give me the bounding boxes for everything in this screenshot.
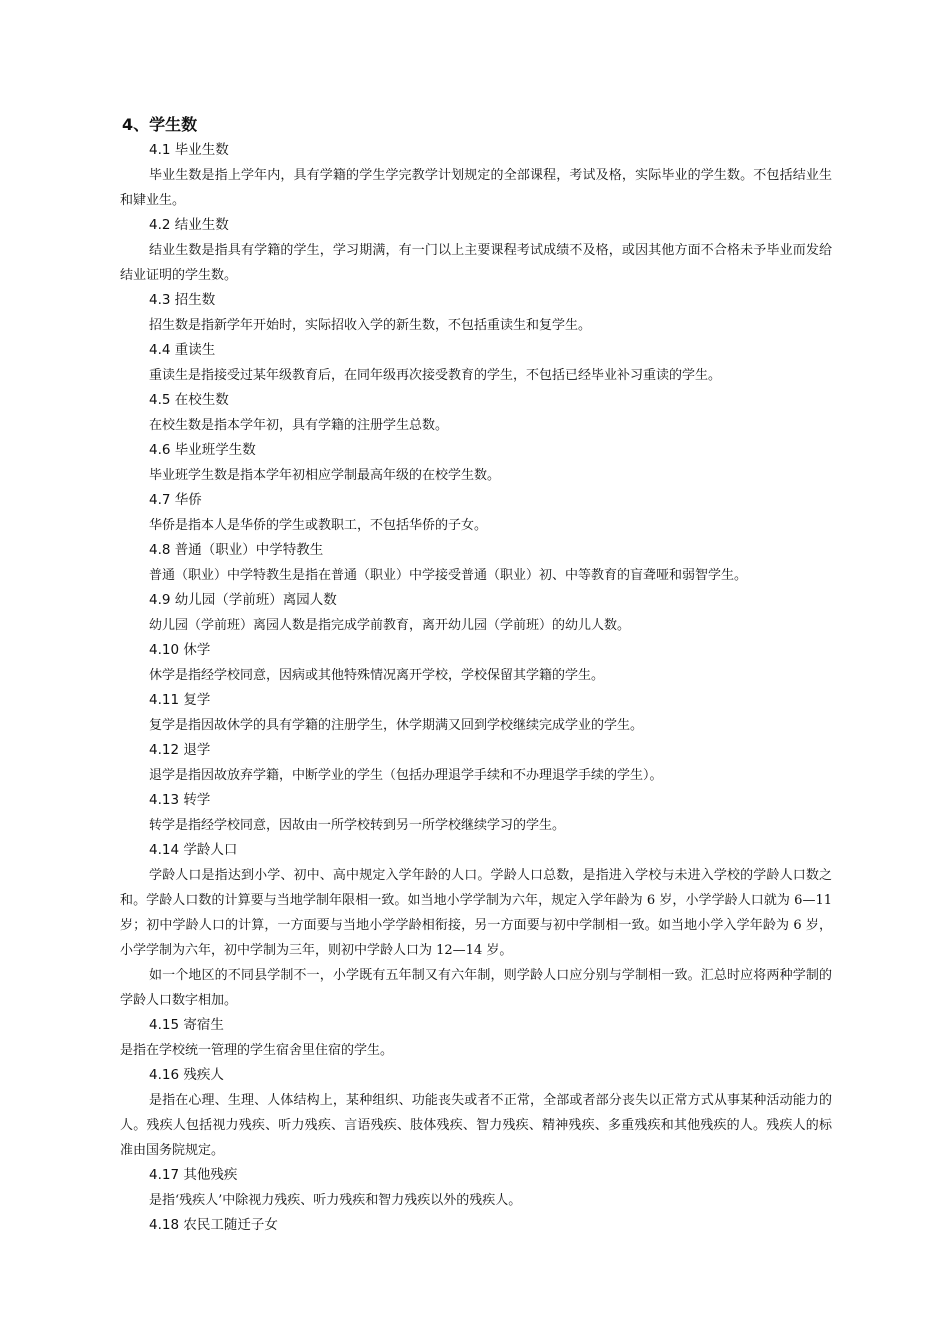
item-heading: 4.1 毕业生数 xyxy=(149,142,229,158)
item-heading: 4.18 农民工随迁子女 xyxy=(149,1217,278,1233)
item-definition: 复学是指因故休学的具有学籍的注册学生，休学期满又回到学校继续完成学业的学生。 xyxy=(149,718,644,733)
item-definition: 在校生数是指本学年初，具有学籍的注册学生总数。 xyxy=(149,418,449,433)
item-definition: 毕业班学生数是指本学年初相应学制最高年级的在校学生数。 xyxy=(149,468,501,483)
item-heading: 4.17 其他残疾 xyxy=(149,1167,238,1183)
item-heading: 4.7 华侨 xyxy=(149,492,202,508)
item-definition: 重读生是指接受过某年级教育后，在同年级再次接受教育的学生，不包括已经毕业补习重读的学生。 xyxy=(149,368,722,383)
item-heading: 4.4 重读生 xyxy=(149,342,216,358)
item-definition: 结业生数是指具有学籍的学生，学习期满，有一门以上主要课程考试成绩不及格，或因其他方面不合格未予毕业而发给结业证明的学生数。 xyxy=(120,243,832,283)
item-definition: 转学是指经学校同意，因故由一所学校转到另一所学校继续学习的学生。 xyxy=(149,818,566,833)
item-definition: 是指‘残疾人’中除视力残疾、听力残疾和智力残疾以外的残疾人。 xyxy=(149,1193,522,1208)
item-heading: 4.10 休学 xyxy=(149,642,211,658)
item-heading: 4.12 退学 xyxy=(149,742,211,758)
item-heading: 4.11 复学 xyxy=(149,692,211,708)
item-definition: 是指在学校统一管理的学生宿舍里住宿的学生。 xyxy=(120,1043,394,1058)
item-definition: 退学是指因故放弃学籍，中断学业的学生（包括办理退学手续和不办理退学手续的学生）。 xyxy=(149,768,663,783)
item-heading: 4.6 毕业班学生数 xyxy=(149,442,256,458)
definition-list xyxy=(0,138,950,1238)
item-definition: 华侨是指本人是华侨的学生或教职工，不包括华侨的子女。 xyxy=(149,518,488,533)
item-definition: 幼儿园（学前班）离园人数是指完成学前教育，离开幼儿园（学前班）的幼儿人数。 xyxy=(149,618,631,633)
item-definition: 如一个地区的不同县学制不一，小学既有五年制又有六年制，则学龄人口应分别与学制相一致。汇总时应将两种学制的学龄人口数字相加。 xyxy=(120,968,832,1008)
item-definition: 毕业生数是指上学年内，具有学籍的学生学完教学计划规定的全部课程，考试及格，实际毕业的学生数。不包括结业生和肄业生。 xyxy=(120,168,832,208)
item-definition: 是指在心理、生理、人体结构上，某种组织、功能丧失或者不正常，全部或者部分丧失以正常方式从事某种活动能力的人。残疾人包括视力残疾、听力残疾、言语残疾、肢体残疾、智力残疾、精神残疾、多重残疾和其他残疾的人。残疾人的标准由国务院规定。 xyxy=(120,1093,832,1158)
item-heading: 4.9 幼儿园（学前班）离园人数 xyxy=(149,592,337,608)
item-heading: 4.2 结业生数 xyxy=(149,217,229,233)
item-definition: 休学是指经学校同意，因病或其他特殊情况离开学校，学校保留其学籍的学生。 xyxy=(149,668,605,683)
item-heading: 4.8 普通（职业）中学特教生 xyxy=(149,542,324,558)
item-heading: 4.3 招生数 xyxy=(149,292,216,308)
item-definition: 普通（职业）中学特教生是指在普通（职业）中学接受普通（职业）初、中等教育的盲聋哑和弱智学生。 xyxy=(149,568,748,583)
item-heading: 4.16 残疾人 xyxy=(149,1067,224,1083)
item-heading: 4.14 学龄人口 xyxy=(149,842,238,858)
item-heading: 4.15 寄宿生 xyxy=(149,1017,224,1033)
item-definition: 招生数是指新学年开始时，实际招收入学的新生数，不包括重读生和复学生。 xyxy=(149,318,592,333)
item-definition: 学龄人口是指达到小学、初中、高中规定入学年龄的人口。学龄人口总数，是指进入学校与未进入学校的学龄人口数之和。学龄人口数的计算要与当地学制年限相一致。如当地小学学制为六年，规定入学年龄为 6 岁，小学学龄人口就为 6—11 岁；初中学龄人口的计算，一方面要与当地小学学龄相衔接，另一方面要与初中学制相一致。如当地小学入学年龄为 6 岁，小学学制为六年，初中学制为三年，则初中学龄人口为 12—14 岁。 xyxy=(120,868,832,958)
item-heading: 4.13 转学 xyxy=(149,792,211,808)
item-heading: 4.5 在校生数 xyxy=(149,392,229,408)
section-title: 4、学生数 xyxy=(122,115,198,134)
